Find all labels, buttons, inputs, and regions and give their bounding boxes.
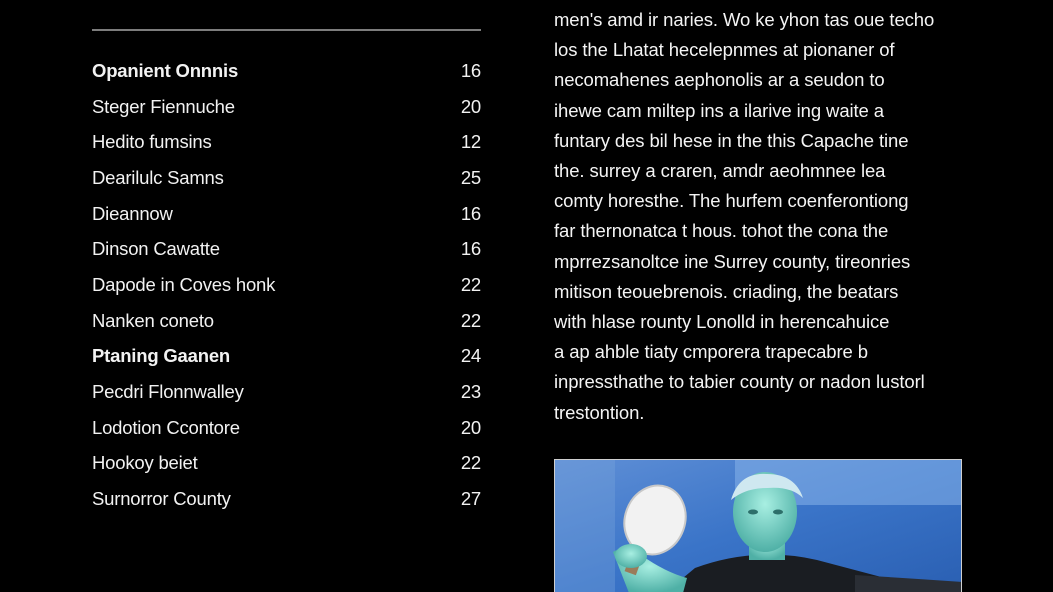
article-line: comty horesthe. The hurfem coenferontiong xyxy=(554,190,909,212)
article-line: a ap ahble tiaty cmporera trapecabre b xyxy=(554,341,868,363)
toc-list xyxy=(92,53,481,517)
article-line: inpressthathe to tabier county or nadon lustorl xyxy=(554,371,925,393)
toc-entry xyxy=(92,374,481,410)
divider xyxy=(92,29,481,31)
table-tennis-photo xyxy=(554,459,962,592)
toc-entry-title: Opanient Onnnis xyxy=(92,59,239,81)
article-line: with hlase rounty Lonolld in herencahuice xyxy=(554,311,890,333)
article-line: men's amd ir naries. Wo ke yhon tas oue techo xyxy=(554,9,935,30)
toc-entry xyxy=(92,481,481,517)
article-line: ihewe cam miltep ins a ilarive ing waite a xyxy=(554,99,884,121)
article-line: far thernonatca t hous. tohot the cona the xyxy=(554,220,889,242)
article-line: trestontion. xyxy=(554,401,645,423)
toc-entry-title: Dinson Cawatte xyxy=(92,238,220,260)
toc-entry-page: 24 xyxy=(460,345,481,367)
article-line: funtary des bil hese in the this Capache tine xyxy=(554,129,909,151)
toc-entry-page: 22 xyxy=(460,309,481,331)
toc-entry-page: 27 xyxy=(460,488,481,510)
toc-entry xyxy=(92,267,481,303)
toc-entry-title: Nanken coneto xyxy=(92,309,214,331)
toc-entry xyxy=(92,160,481,196)
toc-entry-page: 16 xyxy=(460,59,481,81)
toc-entry-page: 23 xyxy=(460,381,481,403)
toc-entry-page: 16 xyxy=(460,238,481,260)
toc-entry-title: Hedito fumsins xyxy=(92,131,212,153)
toc-entry xyxy=(92,446,481,482)
article-line: los the Lhatat hecelepnmes at pionaner of xyxy=(554,39,895,61)
toc-entry-page: 16 xyxy=(460,202,481,224)
toc-entry xyxy=(92,410,481,446)
toc-entry-title: Dapode in Coves honk xyxy=(92,273,276,295)
article-line: the. surrey a craren, amdr aeohmnee lea xyxy=(554,160,886,182)
toc-entry-page: 20 xyxy=(460,95,481,117)
toc-entry-page: 25 xyxy=(460,166,481,188)
toc-entry-page: 12 xyxy=(460,131,481,153)
toc-entry-title: Dearilulc Samns xyxy=(92,166,224,188)
article-body xyxy=(554,5,1024,428)
article-line: mitison teouebrenois. criading, the beatars xyxy=(554,280,899,302)
toc-entry-title: Surnorror County xyxy=(92,488,231,510)
toc-entry xyxy=(92,303,481,339)
toc-entry-title: Dieannow xyxy=(92,202,173,224)
toc-entry-title: Lodotion Ccontore xyxy=(92,416,240,438)
toc-entry-page: 20 xyxy=(460,416,481,438)
toc-entry xyxy=(92,89,481,125)
toc-entry-title: Pecdri Flonnwalley xyxy=(92,381,244,403)
toc-entry xyxy=(92,339,481,375)
toc-entry xyxy=(92,231,481,267)
toc-entry xyxy=(92,196,481,232)
toc-entry-page: 22 xyxy=(460,452,481,474)
toc-entry xyxy=(92,53,481,89)
toc-entry-title: Ptaning Gaanen xyxy=(92,345,231,367)
table-tennis-player-image xyxy=(555,460,962,592)
toc-entry-title: Hookoy beiet xyxy=(92,452,198,474)
article-line: mprrezsanoltce ine Surrey county, tireonries xyxy=(554,250,911,272)
toc-entry-page: 22 xyxy=(460,273,481,295)
toc-entry xyxy=(92,124,481,160)
article-line: necomahenes aephonolis ar a seudon to xyxy=(554,69,885,91)
toc-entry-title: Steger Fiennuche xyxy=(92,95,235,117)
